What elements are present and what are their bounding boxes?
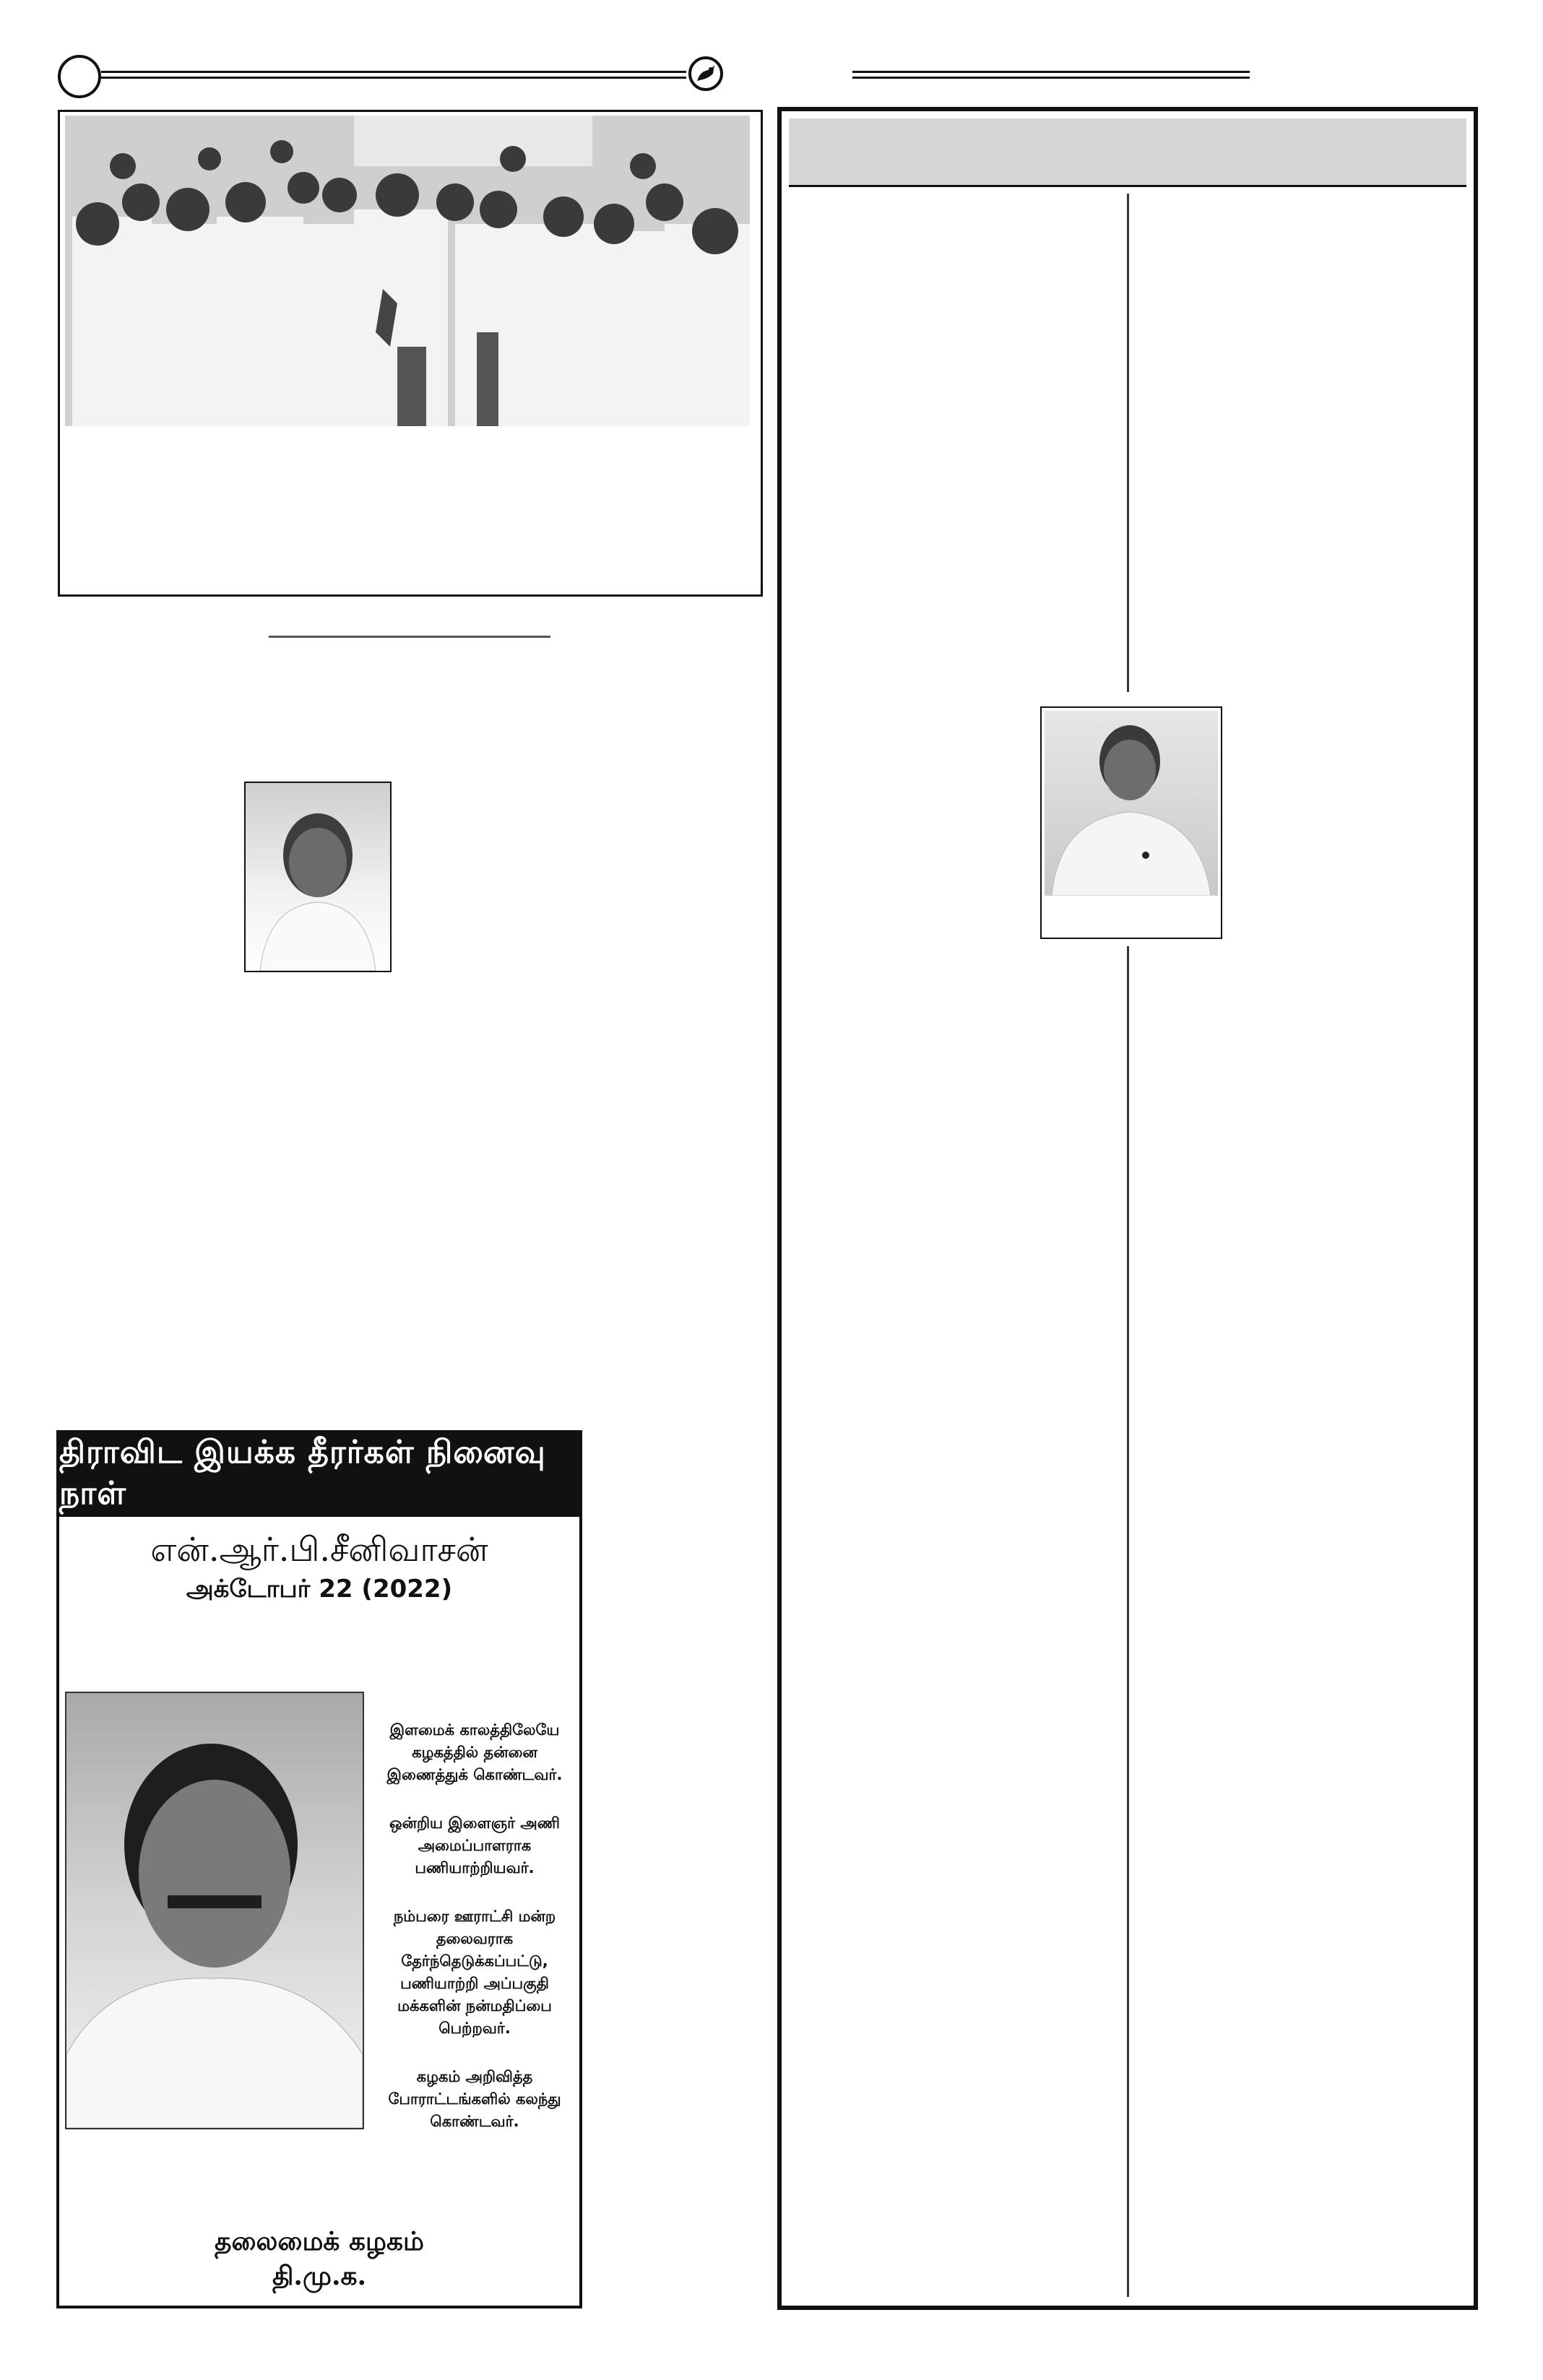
memorial-title: திராவிட இயக்க தீரர்கள் நினைவு நாள் xyxy=(59,1433,579,1517)
header-rule-right xyxy=(852,77,1250,79)
page-number-circle xyxy=(58,55,101,98)
memorial-portrait xyxy=(65,1692,364,2129)
portrait-photo xyxy=(244,782,392,972)
article-header-band xyxy=(789,118,1466,187)
section-divider xyxy=(269,636,550,638)
rising-sun-emblem-icon xyxy=(688,56,723,91)
bio-paragraph: இளமைக் காலத்திலேயே கழகத்தில் தன்னை இணைத்துக் கொண்டவர். xyxy=(386,1721,563,1783)
memorial-issuer: தலைமைக் கழகம் xyxy=(215,2226,424,2256)
header-rule xyxy=(101,71,686,73)
memorial-bio xyxy=(373,1719,576,2159)
header-rule-right xyxy=(852,71,1250,73)
memorial-party: தி.மு.க. xyxy=(272,2261,367,2291)
header-rule xyxy=(101,77,686,79)
bio-paragraph: கழகம் அறிவித்த போராட்டங்களில் கலந்து கொண்டவர். xyxy=(388,2068,561,2130)
group-photo xyxy=(65,116,750,426)
memorial-name: என்.ஆர்.பி.சீனிவாசன் xyxy=(150,1530,488,1569)
bio-paragraph: ஒன்றிய இளைஞர் அணி அமைப்பாளராக பணியாற்றியவர். xyxy=(389,1814,560,1877)
portrait-photo xyxy=(1040,706,1222,939)
column-rule xyxy=(1127,946,1129,2297)
column-rule xyxy=(1127,194,1129,692)
bio-paragraph: நம்பரை ஊராட்சி மன்ற தலைவராக தேர்ந்தெடுக்கப்பட்டு, பணியாற்றி அப்பகுதி மக்களின் நன்மதிப்பை பெற்றவர். xyxy=(393,1908,556,2037)
memorial-date: அக்டோபர் 22 (2022) xyxy=(186,1575,453,1604)
